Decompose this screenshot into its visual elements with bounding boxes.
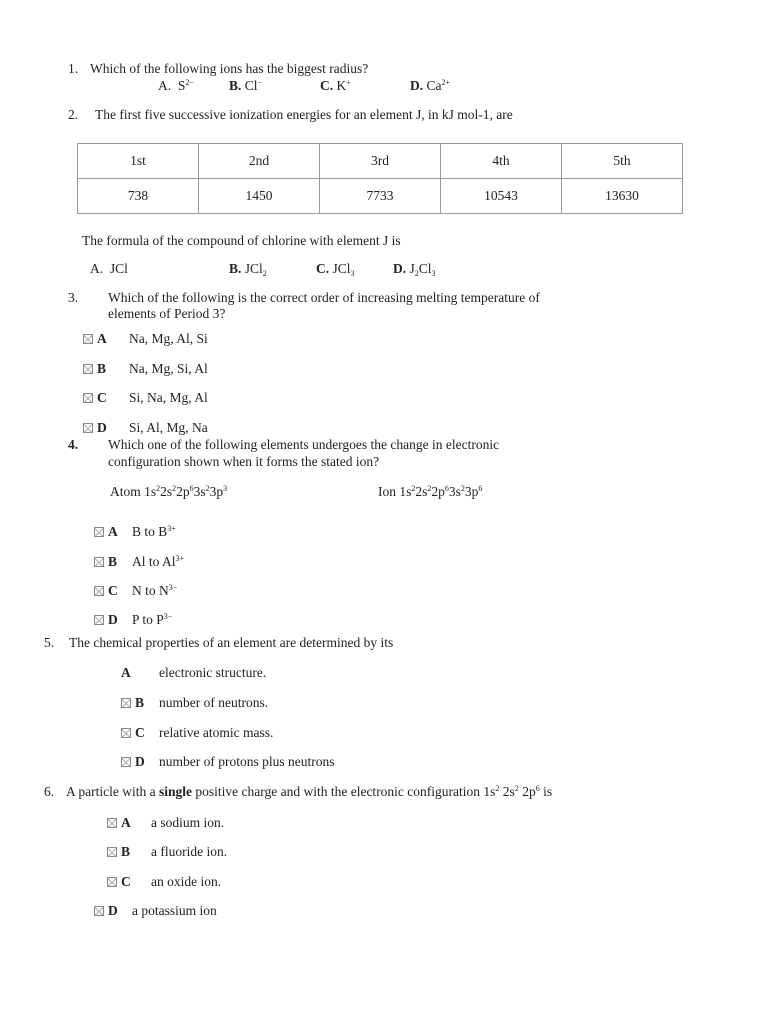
q6-number: 6. bbox=[44, 784, 55, 799]
q1-option-d: D. $Ca^{2+}$ bbox=[410, 78, 451, 93]
table-header-row bbox=[78, 144, 683, 179]
q6-option-a[interactable]: A a sodium ion. bbox=[107, 815, 131, 831]
q3-option-a[interactable]: A Na, Mg, Al, Si bbox=[83, 331, 107, 347]
q6-option-b[interactable]: B a fluoride ion. bbox=[107, 844, 130, 860]
table-cell: 738 bbox=[78, 179, 199, 214]
q3-number: 3. bbox=[68, 290, 79, 305]
q4-option-a[interactable]: A B to $B^{3+}$ bbox=[94, 524, 118, 540]
checkbox-icon[interactable] bbox=[83, 334, 93, 344]
q2-followup: The formula of the compound of chlorine with element J is bbox=[82, 233, 401, 248]
q3-option-d[interactable]: D Si, Al, Mg, Na bbox=[83, 420, 107, 436]
table-cell: 1450 bbox=[199, 179, 320, 214]
ion-configuration: Ion $1s^22s^22p^63s^23p^6$ bbox=[378, 484, 483, 499]
checkbox-icon[interactable] bbox=[94, 615, 104, 625]
checkbox-icon[interactable] bbox=[94, 527, 104, 537]
checkbox-icon[interactable] bbox=[121, 757, 131, 767]
table-header-cell: 5th bbox=[562, 144, 683, 179]
q5-text: The chemical properties of an element are determined by its bbox=[69, 635, 394, 650]
table-header-cell: 2nd bbox=[199, 144, 320, 179]
checkbox-icon[interactable] bbox=[83, 423, 93, 433]
checkbox-icon[interactable] bbox=[94, 586, 104, 596]
table-header-cell: 3rd bbox=[320, 144, 441, 179]
checkbox-icon[interactable] bbox=[94, 557, 104, 567]
atom-configuration: Atom $1s^22s^22p^63s^23p^3$ bbox=[110, 484, 228, 499]
q2-option-c: C. JCl$_3$ bbox=[316, 261, 355, 278]
q2-text: The first five successive ionization energies for an element J, in kJ mol-1, are bbox=[95, 107, 513, 122]
q1-number: 1. bbox=[68, 61, 79, 76]
table-cell: 13630 bbox=[562, 179, 683, 214]
q4-option-d[interactable]: D P to $P^{3-}$ bbox=[94, 612, 118, 628]
q2-option-a: A. JCl bbox=[90, 261, 128, 276]
table-row bbox=[78, 179, 683, 214]
checkbox-icon[interactable] bbox=[83, 393, 93, 403]
q3-option-c[interactable]: C Si, Na, Mg, Al bbox=[83, 390, 107, 406]
table-cell: 7733 bbox=[320, 179, 441, 214]
q5-option-a[interactable]: A electronic structure. bbox=[121, 665, 267, 680]
q2-number: 2. bbox=[68, 107, 79, 122]
q2-option-d: D. $J_2Cl_3$ bbox=[393, 261, 436, 278]
q5-option-d[interactable]: D number of protons plus neutrons bbox=[121, 754, 145, 770]
table-cell: 10543 bbox=[441, 179, 562, 214]
q5-option-c[interactable]: C relative atomic mass. bbox=[121, 725, 145, 741]
checkbox-icon[interactable] bbox=[107, 877, 117, 887]
q4-line1: Which one of the following elements undergoes the change in electronic bbox=[108, 437, 500, 452]
q3-option-b[interactable]: B Na, Mg, Si, Al bbox=[83, 361, 106, 377]
q1-option-a: A. $S^{2-}$ bbox=[158, 78, 194, 93]
q1-option-c: C. K+ bbox=[320, 78, 351, 93]
table-header-cell: 4th bbox=[441, 144, 562, 179]
q6-text: A particle with a single positive charge and with the electronic configuration $1s^2$ $2s^2$ $2p^6$ is bbox=[66, 784, 553, 799]
checkbox-icon[interactable] bbox=[94, 906, 104, 916]
q4-option-b[interactable]: B Al to $Al^{3+}$ bbox=[94, 554, 117, 570]
checkbox-icon[interactable] bbox=[107, 818, 117, 828]
q4-number: 4. bbox=[68, 437, 79, 452]
q2-option-b: B. JCl$_2$ bbox=[229, 261, 267, 278]
q3-line2: elements of Period 3? bbox=[108, 306, 226, 321]
q1-option-b: B. Cl− bbox=[229, 78, 263, 93]
ionization-energy-table bbox=[77, 143, 683, 214]
q6-option-d[interactable]: D a potassium ion bbox=[94, 903, 118, 919]
checkbox-icon[interactable] bbox=[121, 728, 131, 738]
q4-option-c[interactable]: C N to $N^{3-}$ bbox=[94, 583, 118, 599]
q4-line2: configuration shown when it forms the stated ion? bbox=[108, 454, 380, 469]
q5-number: 5. bbox=[44, 635, 55, 650]
q5-option-b[interactable]: B number of neutrons. bbox=[121, 695, 144, 711]
checkbox-icon[interactable] bbox=[121, 698, 131, 708]
checkbox-icon[interactable] bbox=[107, 847, 117, 857]
q6-option-c[interactable]: C an oxide ion. bbox=[107, 874, 131, 890]
q3-line1: Which of the following is the correct order of increasing melting temperature of bbox=[108, 290, 540, 305]
checkbox-icon[interactable] bbox=[83, 364, 93, 374]
table-header-cell: 1st bbox=[78, 144, 199, 179]
q1-text: Which of the following ions has the biggest radius? bbox=[90, 61, 369, 76]
